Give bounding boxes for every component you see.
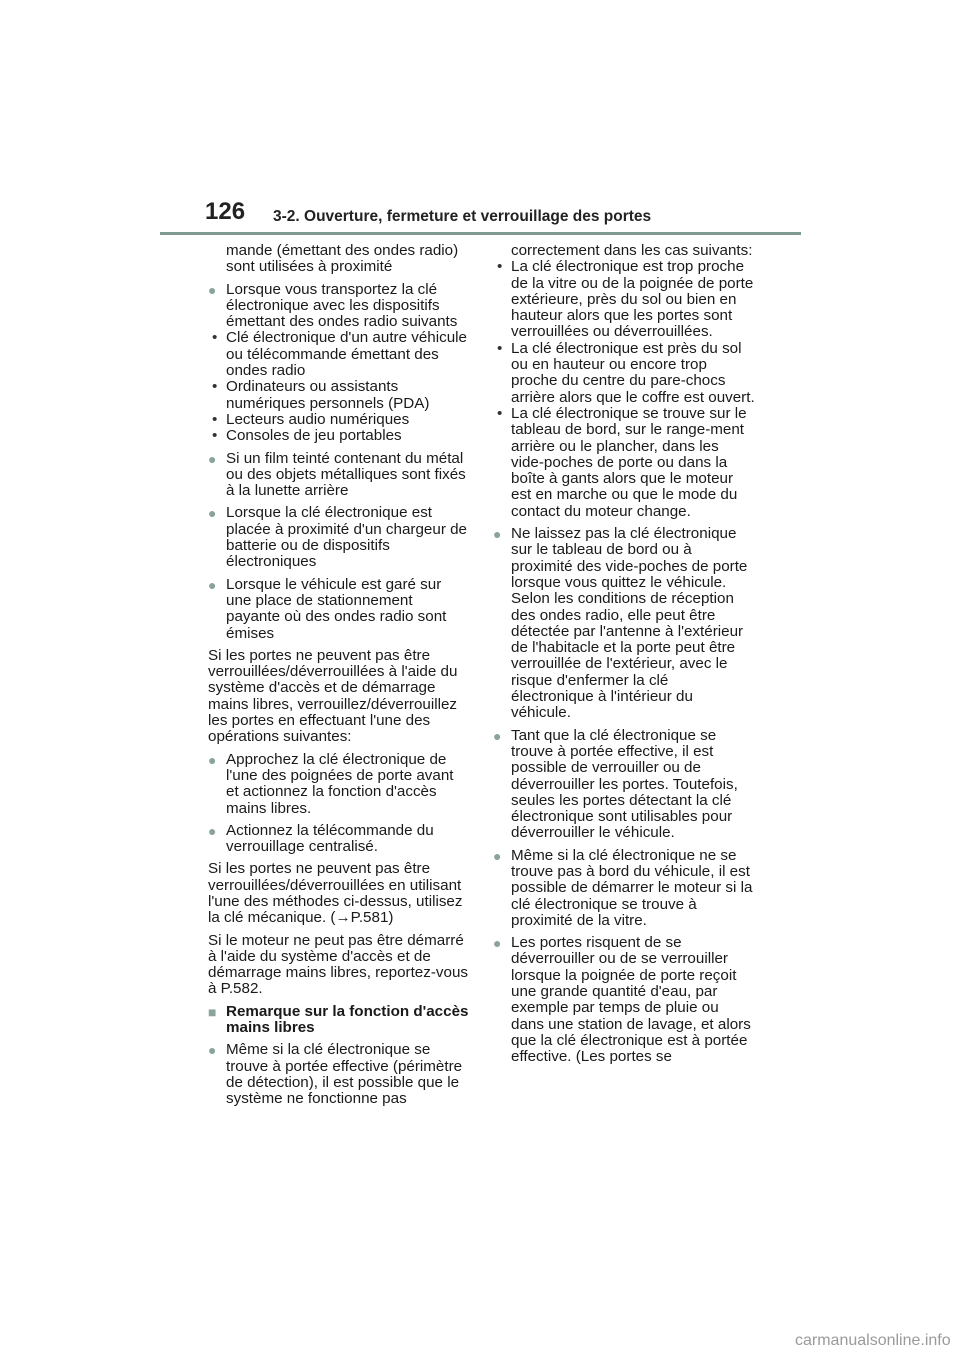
sub-item: • La clé électronique est près du sol ou en hauteur ou encore trop proche du centre du pare-chocs arrière alors que le coffre est ouvert.	[493, 341, 755, 406]
bullet-item: ● Lorsque vous transportez la clé électronique avec les dispositifs émettant des ondes radio suivants	[208, 282, 470, 331]
sub-item: • La clé électronique est trop proche de la vitre ou de la poignée de porte extérieure, près du sol ou bien en hauteur alors que les portes sont verrouillées ou déverrouillées.	[493, 259, 755, 340]
left-column	[208, 243, 470, 1114]
sub-item: • Consoles de jeu portables	[208, 428, 470, 444]
right-column	[493, 243, 755, 1072]
section-heading: ■ Remarque sur la fonction d'accès mains libres	[208, 1004, 470, 1037]
bullet-item: ● Lorsque la clé électronique est placée à proximité d'un chargeur de batterie ou de dispositifs électroniques	[208, 505, 470, 570]
sub-item: • Ordinateurs ou assistants numériques personnels (PDA)	[208, 379, 470, 412]
watermark: carmanualsonline.info	[795, 1332, 951, 1349]
bullet-item: ● Les portes risquent de se déverrouiller ou de se verrouiller lorsque la poignée de porte reçoit une grande quantité d'eau, par exemple par temps de pluie ou dans une station de lavage, et alors que la clé électronique est à portée effective. (Les portes se	[493, 935, 755, 1065]
bullet-item: ● Même si la clé électronique ne se trouve pas à bord du véhicule, il est possible de démarrer le moteur si la clé électronique se trouve à proximité de la vitre.	[493, 848, 755, 929]
bullet-item: ● Tant que la clé électronique se trouve à portée effective, il est possible de verrouiller ou de déverrouiller les portes. Toutefois, seules les portes détectant la clé électronique sont utilisables pour déverrouiller le véhicule.	[493, 728, 755, 842]
sub-item: • Lecteurs audio numériques	[208, 412, 470, 428]
continued-text: correctement dans les cas suivants:	[511, 242, 753, 259]
paragraph: Si les portes ne peuvent pas être verrouillées/déverrouillées en utilisant l'une des méthodes ci-dessus, utilisez la clé mécanique. (→P.581)	[208, 860, 463, 927]
paragraph: Si les portes ne peuvent pas être verrouillées/déverrouillées à l'aide du système d'accès et de démarrage mains libres, verrouillez/déverrouillez les portes en effectuant l'une des opérations suivantes:	[208, 646, 458, 746]
bullet-item: ● Si un film teinté contenant du métal ou des objets métalliques sont fixés à la lunette arrière	[208, 451, 470, 500]
bullet-item: ● Ne laissez pas la clé électronique sur le tableau de bord ou à proximité des vide-poches de porte lorsque vous quittez le véhicule. Selon les conditions de réception des ondes radio, elle peut être détectée par l'antenne à l'extérieur de l'habitacle et la porte peut être verrouillée de l'extérieur, avec le risque d'enfermer la clé électronique à l'intérieur du véhicule.	[493, 526, 755, 722]
page-number: 126	[205, 198, 246, 225]
bullet-item: ● Approchez la clé électronique de l'une des poignées de porte avant et actionnez la fonction d'accès mains libres.	[208, 752, 470, 817]
header-rule	[160, 232, 801, 235]
bullet-item: ● Lorsque le véhicule est garé sur une place de stationnement payante où des ondes radio sont émises	[208, 577, 470, 642]
chapter-title: 3-2. Ouverture, fermeture et verrouillage des portes	[273, 208, 652, 225]
sub-item: • La clé électronique se trouve sur le tableau de bord, sur le range-ment arrière ou le plancher, dans les vide-poches de porte ou dans la boîte à gants alors que le moteur est en marche ou que le mode du contact du moteur change.	[493, 406, 755, 520]
bullet-item: ● Actionnez la télécommande du verrouillage centralisé.	[208, 823, 470, 856]
bullet-item: ● Même si la clé électronique se trouve à portée effective (périmètre de détection), il est possible que le système ne fonctionne pas	[208, 1042, 470, 1107]
paragraph: Si le moteur ne peut pas être démarré à l'aide du système d'accès et de démarrage mains libres, reportez-vous à P.582.	[208, 931, 468, 998]
sub-item: • Clé électronique d'un autre véhicule ou télécommande émettant des ondes radio	[208, 330, 470, 379]
continued-text: mande (émettant des ondes radio) sont utilisées à proximité	[226, 242, 459, 276]
